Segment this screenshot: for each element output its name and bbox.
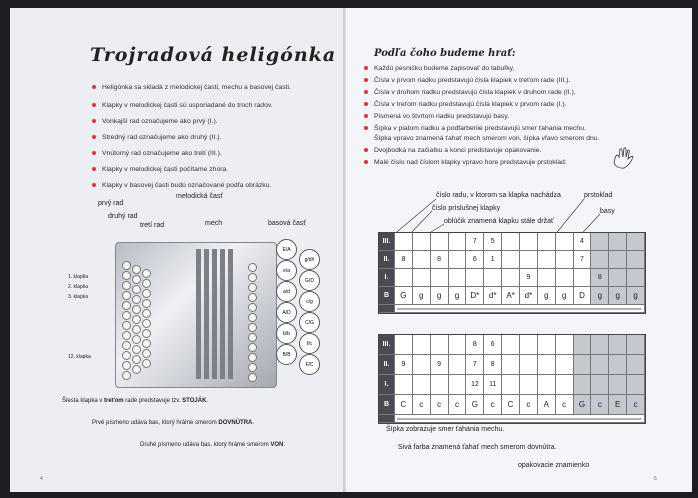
key-cell [591,233,609,251]
key-cell [413,269,431,287]
key-cell [627,251,645,269]
key-cell [413,335,431,355]
key-cell [413,251,431,269]
bass-cell: c [449,395,467,415]
bass-cell: g [609,287,627,305]
key-cell: 8 [484,355,502,375]
bass-cell: g [413,287,431,305]
bullet-icon [364,90,368,94]
bullet-icon [92,183,96,187]
bass-cell: c [413,395,431,415]
label-first-row: prvý rad [98,200,124,207]
bass-cell: C [502,395,520,415]
key-cell [591,251,609,269]
tab-table-2 [378,334,646,424]
key-cell [413,355,431,375]
bass-circle: g/d# [299,249,320,270]
bullet-icon [364,66,368,70]
bass-cell: A [538,395,556,415]
bass-cell: A* [502,287,520,305]
key-cell [556,269,574,287]
bass-cell: E [609,395,627,415]
bass-circle: G/D [299,270,320,291]
bass-cell: c [556,395,574,415]
key-cell: 1 [484,251,502,269]
label-arc: oblúčik znamená klapku stále držať [444,218,554,225]
key-cell [556,335,574,355]
bass-cell: C [395,395,413,415]
bass-circle: a/d [276,281,297,302]
label-fingering: prstoklad [584,192,613,199]
key-cell [609,335,627,355]
key-cell [538,375,556,395]
bass-cell: g [556,287,574,305]
row-head: B [379,287,395,305]
bellows-arrow [395,415,645,423]
bass-cell: g [449,287,467,305]
bass-cell: g [431,287,449,305]
bass-cell: c [484,395,502,415]
bullet-icon [364,126,368,130]
page-title: Trojradová heligónka [90,44,337,66]
bullet-item: Šípka v piatom riadku a podfarbenie predstavujú smer ťahania mechu. [364,125,586,132]
bullet-icon [364,160,368,164]
key-cell [574,335,592,355]
row-head: B [379,395,395,415]
key-cell: 9 [520,269,538,287]
bass-circle: E/A [276,239,297,260]
caption-stojak: Šiesta klapka v treťom rade predstavuje tzv. STOJÁK. [62,398,209,404]
bullet-icon [364,78,368,82]
key-cell [395,233,413,251]
page-number: 4 [40,476,43,482]
label-repeat: opakovacie znamienko [518,462,590,469]
bass-circle: C/G [299,312,320,333]
key-cell [627,335,645,355]
key-cell [609,269,627,287]
key-cell [449,251,467,269]
key-cell [520,355,538,375]
bullet-item: Písmená vo štvrtom riadku predstavujú basy. [364,113,509,120]
bass-cell: G [574,395,592,415]
key-cell [431,375,449,395]
key-cell [556,355,574,375]
label-bass: basy [600,208,615,215]
label-key1: 1. klapka [68,274,89,280]
bass-cell: c [520,395,538,415]
accordion-illustration [115,242,277,388]
key-cell [609,233,627,251]
button-column-first [122,261,129,381]
key-cell: 11 [484,375,502,395]
key-cell [520,335,538,355]
key-cell [574,269,592,287]
label-gray: Sivá farba znamená ťahať mech smerom dovnútra. [398,444,557,451]
label-arrow: Šípka zobrazuje smer ťahania mechu. [386,426,505,433]
bass-cell: g [538,287,556,305]
key-cell: 12 [466,375,484,395]
bass-cell: c [627,395,645,415]
bullet-item: Vonkajší rad označujeme ako prvý (I.). [92,118,218,125]
button-column-second [132,265,139,375]
key-cell: 8 [431,251,449,269]
bass-cell: c [431,395,449,415]
key-cell [449,233,467,251]
key-cell [574,375,592,395]
hand-icon [610,145,640,171]
key-cell: 7 [466,355,484,375]
key-cell: 7 [574,251,592,269]
bullet-item-continued: Šípka vpravo znamená ťahať mech smerom von, šípka vľavo smerom dnu. [374,135,600,142]
key-cell: 8 [591,269,609,287]
key-cell [395,375,413,395]
key-cell: 8 [466,335,484,355]
bullet-icon [92,151,96,155]
key-cell [395,335,413,355]
key-cell [538,269,556,287]
key-cell [556,251,574,269]
key-cell [431,269,449,287]
key-cell [574,355,592,375]
bass-cell: D [574,287,592,305]
bass-cell: d* [484,287,502,305]
row-head: III. [379,335,395,355]
key-cell [520,233,538,251]
key-cell [538,335,556,355]
tab-table-1 [378,232,646,314]
row-head: II. [379,355,395,375]
key-cell [591,375,609,395]
bullet-icon [92,135,96,139]
bullet-item: Dvojbodka na začiatku a konci predstavuje opakovanie. [364,147,541,154]
bass-circle: F/C [299,354,320,375]
bullet-item: Klapky v melodickej časti sú usporiadané do troch radov. [92,102,273,109]
key-cell [502,335,520,355]
bass-cell: G [466,395,484,415]
key-cell [609,375,627,395]
bass-circle: e/a [276,260,297,281]
key-cell: 6 [484,335,502,355]
bass-circle: f/c [299,333,320,354]
bass-circle: c/g [299,291,320,312]
key-cell [413,375,431,395]
label-bass: basová časť [268,220,307,227]
button-column-third [142,269,149,369]
bullet-icon [92,85,96,89]
bass-cell: c [591,395,609,415]
key-cell: 9 [431,355,449,375]
label-key3: 3. klapka [68,294,89,300]
bullet-icon [364,102,368,106]
key-cell [627,269,645,287]
key-cell [431,233,449,251]
key-cell [466,269,484,287]
key-cell [449,355,467,375]
key-cell: 8 [395,251,413,269]
right-page [346,8,692,492]
bullet-icon [92,167,96,171]
key-cell [449,375,467,395]
key-cell [502,355,520,375]
key-cell [538,355,556,375]
key-cell: 4 [574,233,592,251]
key-cell [591,355,609,375]
bullet-item: Heligónka sa skladá z melodickej časti, mechu a basovej časti. [92,84,291,91]
bass-buttons [248,263,255,383]
key-cell [609,355,627,375]
bullet-item: Čísla v druhom riadku predstavujú čísla klapiek v druhom rade (II.). [364,89,576,96]
key-cell: 6 [466,251,484,269]
key-cell [627,375,645,395]
bullet-item: Stredný rad označujeme ako druhý (II.). [92,134,221,141]
label-melodic: melodická časť [176,193,223,200]
key-cell: 9 [395,355,413,375]
row-head: III. [379,233,395,251]
key-cell [413,233,431,251]
bullet-icon [92,103,96,107]
bass-cell: D* [466,287,484,305]
bullet-item: Čísla v prvom riadku predstavujú čísla klapiek v treťom rade (III.). [364,77,570,84]
key-cell [502,233,520,251]
bass-cell: d* [520,287,538,305]
bass-cell: g [627,287,645,305]
bass-circle: b/b [276,323,297,344]
bass-circle: B/B [276,344,297,365]
label-row-number: číslo radu, v ktorom sa klapka nachádza [436,192,561,199]
row-head: II. [379,251,395,269]
label-key12: 12. klapka [68,354,91,360]
bellows-arrow [395,305,645,313]
key-cell [449,269,467,287]
key-cell [591,335,609,355]
bullet-icon [364,114,368,118]
key-cell: 5 [484,233,502,251]
key-cell [484,269,502,287]
page-number: 5 [654,476,657,482]
key-cell [538,251,556,269]
bass-circle: A/D [276,302,297,323]
key-cell [431,335,449,355]
key-cell [502,251,520,269]
key-cell: 7 [466,233,484,251]
left-page [10,8,346,492]
label-third-row: tretí rad [140,222,165,229]
caption-inward: Prvé písmeno udáva bas, ktorý hráme smerom DOVNÚTRA. [92,420,255,426]
label-bellows: mech [205,220,223,227]
row-head: I. [379,375,395,395]
bass-cell: g [591,287,609,305]
key-cell [502,375,520,395]
page-title: Podľa čoho budeme hrať: [374,48,516,59]
bullet-item: Každú pesničku budeme zapisovať do tabuľky. [364,65,514,72]
key-cell [502,269,520,287]
row-head: I. [379,269,395,287]
label-key2: 2. klapka [68,284,89,290]
arrow-row-head [379,415,395,423]
key-cell [627,355,645,375]
key-cell [556,375,574,395]
caption-outward: Druhé písmeno udáva bas, ktorý hráme smerom VON. [140,442,286,448]
bullet-item: Klapky v basovej časti budú označované podľa obrázku. [92,182,271,189]
bullet-icon [364,148,368,152]
bullet-icon [92,119,96,123]
bullet-item: Klapky v melodickej časti počítame zhora. [92,166,228,173]
key-cell [449,335,467,355]
key-cell [609,251,627,269]
label-second-row: druhý rad [108,213,138,220]
bullet-item: Čísla v treťom riadku predstavujú čísla klapiek v prvom rade (I.). [364,101,567,108]
arrow-row-head [379,305,395,313]
key-cell [556,233,574,251]
key-cell [520,375,538,395]
key-cell [627,233,645,251]
key-cell [395,269,413,287]
bullet-item: Malé číslo nad číslom klapky vpravo hore predstavuje prstoklad: [364,159,567,166]
label-key-number: číslo príslušnej klapky [432,205,501,212]
key-cell [538,233,556,251]
bullet-item: Vnútorný rad označujeme ako tretí (III.). [92,150,222,157]
bass-cell: G [395,287,413,305]
key-cell [520,251,538,269]
